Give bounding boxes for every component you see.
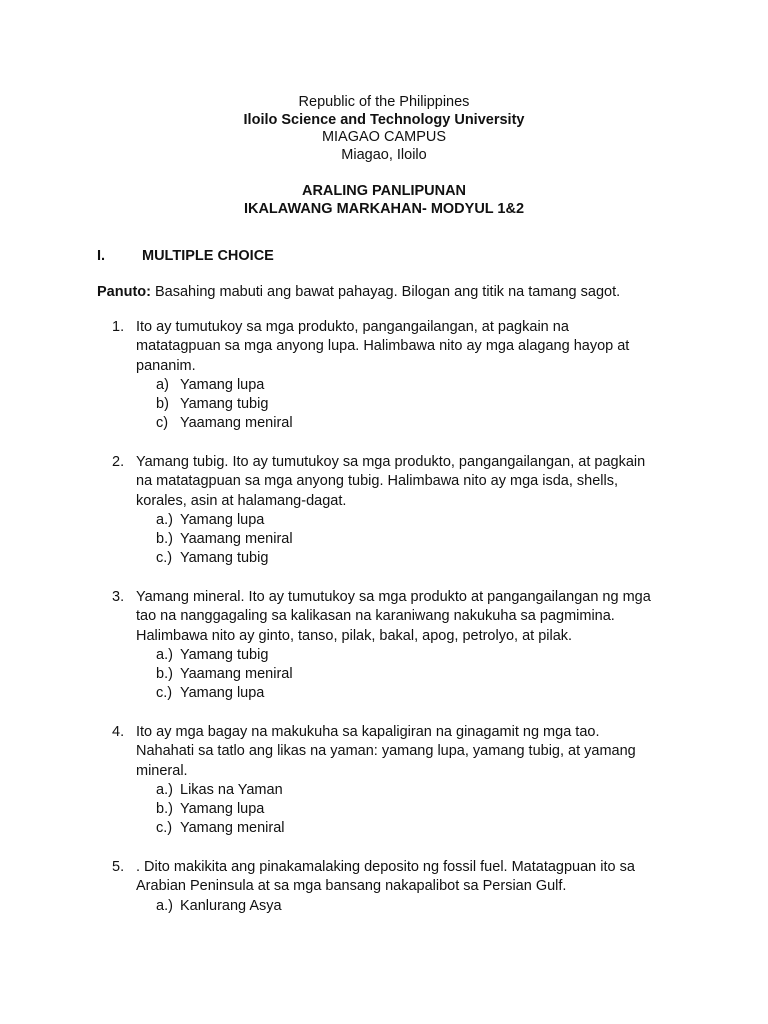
choice-letter: a.) — [156, 511, 173, 528]
question-text: . Dito makikita ang pinakamalaking deposito ng fossil fuel. Matatagpuan ito sa Arabian Peninsula at sa mga bansang nakapalibot sa Persian Gulf. — [136, 859, 635, 895]
country-line: Republic of the Philippines — [298, 94, 470, 110]
choice-letter: a.) — [156, 646, 173, 663]
choice-text: Yamang lupa — [180, 376, 265, 393]
choice-option[interactable] — [156, 897, 692, 916]
choice-text: Yamang lupa — [180, 801, 265, 818]
choice-option[interactable] — [156, 395, 692, 414]
choice-text: Yamang lupa — [180, 685, 265, 702]
choice-list — [112, 511, 692, 569]
choice-option[interactable] — [156, 684, 692, 703]
choice-text: Yaamang meniral — [180, 666, 293, 683]
question-item — [112, 588, 692, 704]
choice-letter: b.) — [156, 666, 173, 683]
choice-text: Yaamang meniral — [180, 415, 293, 432]
section-heading — [97, 247, 274, 265]
choice-letter: b.) — [156, 531, 173, 548]
instruction-line — [97, 283, 620, 301]
choice-text: Yamang lupa — [180, 511, 265, 528]
campus-name: MIAGAO CAMPUS — [321, 129, 447, 145]
choice-option[interactable] — [156, 800, 692, 819]
choice-list — [112, 646, 692, 704]
question-item — [112, 318, 692, 434]
choice-letter: a.) — [156, 781, 173, 798]
question-number: 2. — [112, 454, 125, 470]
choice-letter: c.) — [156, 820, 173, 837]
question-number: 5. — [112, 859, 125, 875]
choice-letter: a.) — [156, 897, 173, 914]
choice-option[interactable] — [156, 549, 692, 568]
choice-text: Kanlurang Asya — [180, 897, 282, 914]
choice-text: Yamang tubig — [180, 646, 269, 663]
choice-text: Yamang tubig — [180, 396, 269, 413]
choice-option[interactable] — [156, 376, 692, 395]
choice-letter: b.) — [156, 801, 173, 818]
choice-option[interactable] — [156, 819, 692, 838]
subject-block — [0, 182, 768, 218]
question-text: Ito ay tumutukoy sa mga produkto, pangangailangan, at pagkain na matatagpuan sa mga anyong lupa. Halimbawa nito ay mga alagang hayop at pananim. — [136, 319, 630, 374]
choice-letter: a) — [156, 376, 169, 393]
choice-letter: c.) — [156, 685, 173, 702]
document-header — [0, 94, 768, 164]
question-number: 3. — [112, 589, 125, 605]
question-item — [112, 858, 692, 916]
choice-option[interactable] — [156, 530, 692, 549]
university-name: Iloilo Science and Technology University — [243, 111, 525, 128]
choice-option[interactable] — [156, 646, 692, 665]
section-number: I. — [97, 248, 106, 264]
question-number: 1. — [112, 319, 125, 335]
choice-text: Likas na Yaman — [180, 781, 283, 798]
question-text: Yamang tubig. Ito ay tumutukoy sa mga produkto, pangangailangan, at pagkain na matatagpuan sa mga anyong tubig. Halimbawa nito ay mga isda, shells, korales, asin at halamang-dagat. — [136, 454, 646, 509]
question-text: Yamang mineral. Ito ay tumutukoy sa mga produkto at pangangailangan ng mga tao na nanggagaling sa kalikasan na karaniwang nakukuha sa pagmimina. Halimbawa nito ay ginto, tanso, pilak, bakal, apog, petrolyo, at pilak. — [136, 589, 651, 644]
question-number: 4. — [112, 724, 125, 740]
choice-option[interactable] — [156, 781, 692, 800]
instruction-text: Basahing mabuti ang bawat pahayag. Bilogan ang titik na tamang sagot. — [155, 284, 621, 300]
section-title: MULTIPLE CHOICE — [142, 248, 274, 264]
choice-list — [112, 781, 692, 839]
campus-location: Miagao, Iloilo — [341, 146, 427, 163]
question-item — [112, 453, 692, 569]
choice-text: Yamang meniral — [180, 820, 285, 837]
choice-text: Yaamang meniral — [180, 531, 293, 548]
subject-subtitle: IKALAWANG MARKAHAN- MODYUL 1&2 — [243, 201, 525, 217]
question-item — [112, 723, 692, 839]
choice-list — [112, 897, 692, 916]
choice-letter: c) — [156, 415, 169, 432]
choice-letter: c.) — [156, 550, 173, 567]
choice-letter: b) — [156, 396, 169, 413]
choice-text: Yamang tubig — [180, 550, 269, 567]
choice-option[interactable] — [156, 511, 692, 530]
instruction-label: Panuto: — [97, 284, 151, 300]
subject-title: ARALING PANLIPUNAN — [301, 183, 467, 199]
choice-option[interactable] — [156, 414, 692, 433]
question-text: Ito ay mga bagay na makukuha sa kapaligiran na ginagamit ng mga tao. Nahahati sa tatlo ang likas na yaman: yamang lupa, yamang tubig, at yamang mineral. — [136, 724, 636, 779]
choice-list — [112, 376, 692, 434]
choice-option[interactable] — [156, 665, 692, 684]
